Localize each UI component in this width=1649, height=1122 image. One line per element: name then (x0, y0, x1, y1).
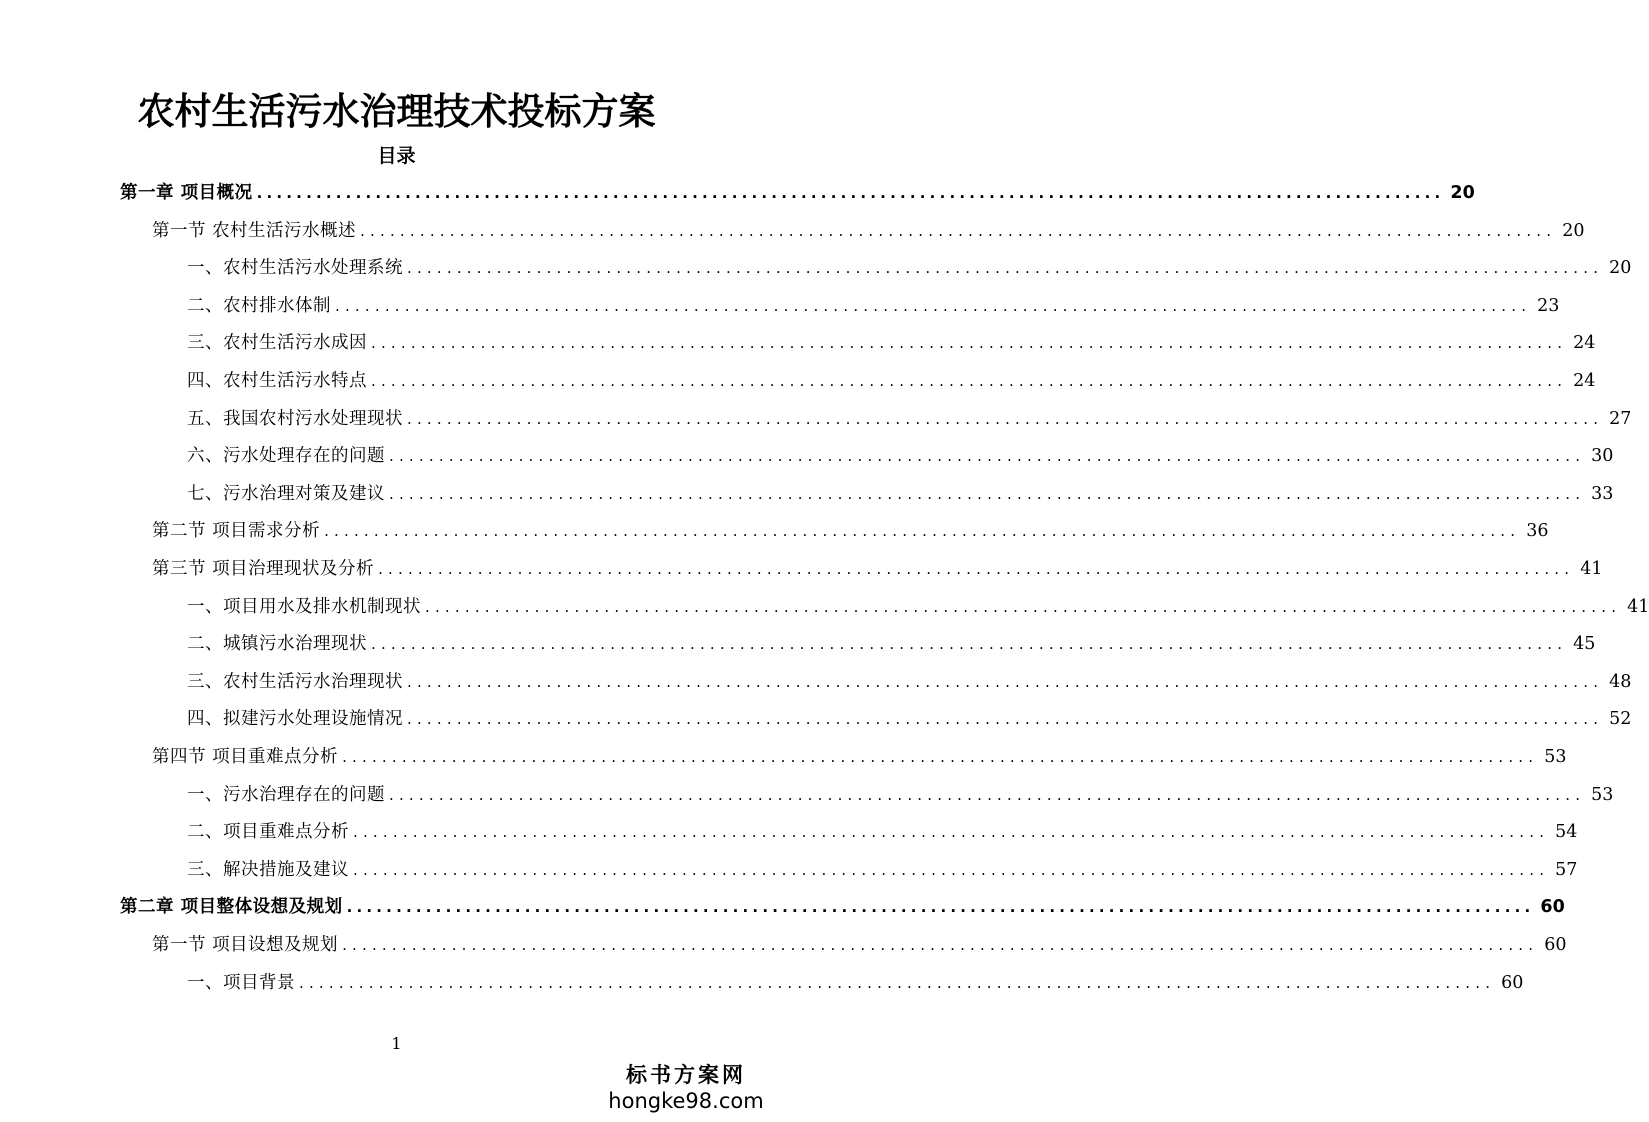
toc-entry-label: 三、农村生活污水治理现状 (187, 671, 403, 692)
page-number: 1 (391, 1034, 402, 1053)
toc-entry-page: 24 (1573, 371, 1596, 391)
toc-entry-label: 第一章 项目概况 (120, 183, 253, 203)
toc-entry[interactable] (187, 288, 1560, 326)
toc-leader-dots: ........................................................................................................................ (425, 597, 1622, 616)
toc-entry-page: 24 (1573, 333, 1596, 354)
toc-leader-dots: ........................................................................................................................ (324, 522, 1521, 541)
toc-entry-page: 57 (1555, 859, 1578, 880)
toc-leader-dots: ........................................................................................................................ (342, 748, 1539, 766)
toc-entry-label: 二、农村排水体制 (187, 295, 331, 316)
toc-entry-page: 60 (1540, 897, 1565, 918)
toc-leader-dots: ........................................................................................................................ (371, 635, 1568, 654)
toc-entry-label: 第二章 项目整体设想及规划 (120, 897, 343, 918)
toc-leader-dots: ........................................................................................................................ (360, 221, 1557, 240)
toc-entry-label: 一、项目用水及排水机制现状 (187, 596, 421, 617)
toc-entry[interactable] (187, 965, 1524, 1003)
toc-entry-label: 一、农村生活污水处理系统 (187, 258, 403, 279)
toc-entry-label: 第二节 项目需求分析 (152, 521, 321, 542)
watermark-en: hongke98.com (608, 1089, 764, 1113)
toc-leader-dots: ........................................................................................................................ (335, 296, 1532, 315)
toc-leader-dots: ........................................................................................................................ (256, 184, 1445, 202)
toc-entry-page: 41 (1580, 559, 1603, 579)
toc-entry-label: 第一节 农村生活污水概述 (152, 220, 357, 241)
toc-entry[interactable] (120, 889, 1565, 927)
toc-entry-page: 20 (1609, 258, 1632, 279)
toc-entry-label: 五、我国农村污水处理现状 (187, 408, 403, 429)
toc-entry-page: 23 (1537, 295, 1560, 316)
toc-entry-label: 第四节 项目重难点分析 (152, 747, 339, 767)
toc-entry-label: 三、解决措施及建议 (187, 859, 349, 880)
toc-leader-dots: ........................................................................................................................ (371, 334, 1568, 353)
toc-entry-label: 四、拟建污水处理设施情况 (187, 709, 403, 730)
toc-entry-label: 二、项目重难点分析 (187, 822, 349, 843)
toc-leader-dots: ........................................................................................................................ (346, 898, 1535, 917)
toc-entry[interactable] (187, 401, 1632, 439)
toc-entry-page: 53 (1591, 784, 1614, 805)
toc-leader-dots: ........................................................................................................................ (407, 672, 1604, 691)
toc-entry-page: 36 (1526, 521, 1549, 542)
toc-entry-page: 20 (1562, 220, 1585, 241)
toc-leader-dots: ........................................................................................................................ (371, 372, 1568, 390)
watermark-cn: 标书方案网 (626, 1062, 746, 1087)
toc-entry-label: 一、项目背景 (187, 972, 295, 993)
toc-entry-label: 一、污水治理存在的问题 (187, 784, 385, 805)
toc-entry-page: 60 (1544, 935, 1567, 955)
toc-leader-dots: ........................................................................................................................ (389, 785, 1586, 804)
toc-entry[interactable] (187, 325, 1596, 363)
toc-entry[interactable] (187, 852, 1578, 890)
toc-entry[interactable] (187, 626, 1596, 664)
toc-entry-page: 41 (1627, 596, 1649, 617)
toc-entry-label: 三、农村生活污水成因 (187, 333, 367, 354)
toc-entry-page: 53 (1544, 747, 1567, 767)
toc-entry[interactable] (152, 213, 1585, 251)
toc-entry[interactable] (187, 814, 1578, 852)
toc-entry[interactable] (187, 363, 1596, 401)
toc-leader-dots: ........................................................................................................................ (353, 860, 1550, 879)
toc-entry[interactable] (187, 476, 1614, 514)
toc-entry-page: 30 (1591, 446, 1614, 467)
toc-entry-page: 45 (1573, 634, 1596, 655)
toc-entry-page: 48 (1609, 671, 1632, 692)
toc-entry[interactable] (152, 551, 1603, 589)
toc-entry[interactable] (187, 701, 1632, 739)
toc-leader-dots: ........................................................................................................................ (378, 560, 1575, 578)
toc-entry[interactable] (187, 438, 1614, 476)
toc-entry-page: 52 (1609, 709, 1632, 730)
toc-entry-page: 33 (1591, 483, 1614, 504)
toc-leader-dots: ........................................................................................................................ (299, 973, 1496, 992)
toc-leader-dots: ........................................................................................................................ (407, 259, 1604, 278)
toc-entry[interactable] (120, 175, 1475, 213)
toc-leader-dots: ........................................................................................................................ (353, 823, 1550, 842)
toc-entry-label: 第一节 项目设想及规划 (152, 935, 339, 955)
toc-entry-page: 20 (1450, 183, 1475, 203)
toc-entry[interactable] (152, 927, 1567, 965)
toc-entry[interactable] (152, 513, 1549, 551)
watermark (591, 1062, 781, 1114)
toc-leader-dots: ........................................................................................................................ (342, 936, 1539, 954)
toc-entry-label: 二、城镇污水治理现状 (187, 634, 367, 655)
document-title: 农村生活污水治理技术投标方案 (137, 90, 656, 133)
toc-leader-dots: ........................................................................................................................ (407, 409, 1604, 428)
toc-entry[interactable] (187, 589, 1649, 627)
toc-entry-page: 54 (1555, 822, 1578, 843)
toc-entry[interactable] (187, 664, 1632, 702)
toc-leader-dots: ........................................................................................................................ (407, 710, 1604, 729)
toc-entry-label: 七、污水治理对策及建议 (187, 483, 385, 504)
toc-leader-dots: ........................................................................................................................ (389, 447, 1586, 466)
toc-entry[interactable] (187, 777, 1614, 815)
toc-entry-page: 60 (1501, 972, 1524, 993)
toc-entry[interactable] (187, 250, 1632, 288)
toc-entry-page: 27 (1609, 408, 1632, 429)
toc-entry-label: 四、农村生活污水特点 (187, 371, 367, 391)
toc-entry[interactable] (152, 739, 1567, 777)
toc-entry-label: 第三节 项目治理现状及分析 (152, 559, 375, 579)
toc-heading: 目录 (377, 145, 416, 167)
toc-entry-label: 六、污水处理存在的问题 (187, 446, 385, 467)
toc-leader-dots: ........................................................................................................................ (389, 484, 1586, 503)
